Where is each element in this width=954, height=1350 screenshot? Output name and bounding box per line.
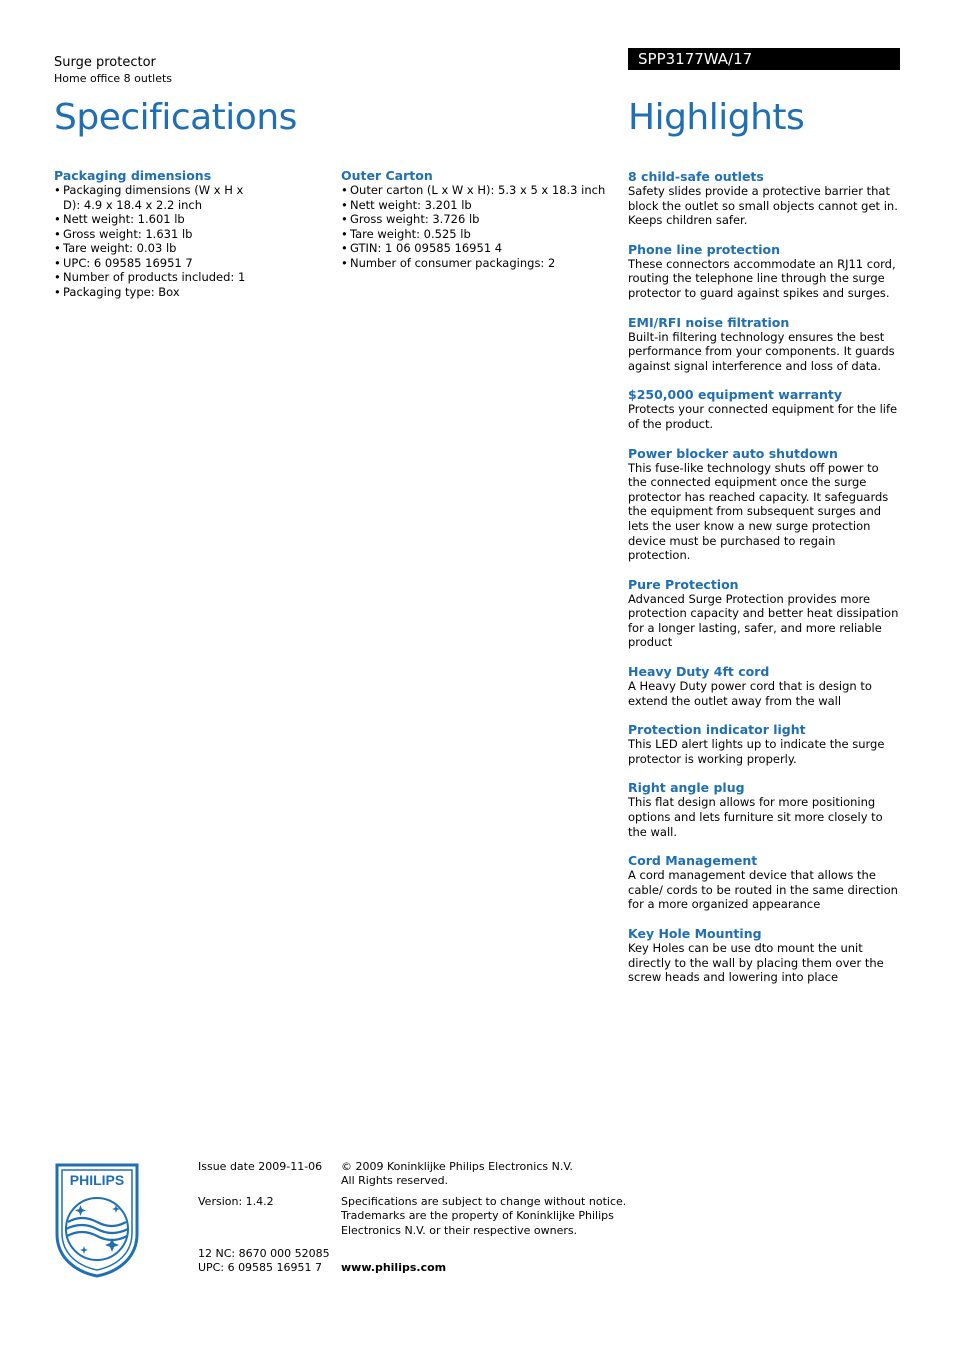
highlight-item — [628, 169, 900, 228]
product-subtitle: Home office 8 outlets — [54, 72, 173, 85]
outer-carton-list — [341, 183, 611, 270]
outer-carton-heading: Outer Carton — [341, 168, 433, 183]
highlight-body: This fuse-like technology shuts off power to the connected equipment once the surge protector has reached capacity. It safeguards the equipment from subsequent surges and lets the user know a new surge protection device must be purchased to regain protection. — [628, 460, 889, 563]
packaging-dimensions-list — [54, 183, 324, 299]
upc-number: UPC: 6 09585 16951 7 — [198, 1261, 323, 1274]
highlight-item — [628, 853, 900, 912]
highlight-item — [628, 242, 900, 301]
highlight-title: Phone line protection — [628, 241, 780, 257]
highlight-item — [628, 722, 900, 766]
outer-carton-section — [341, 168, 611, 270]
highlight-body: A Heavy Duty power cord that is design to extend the outlet away from the wall — [628, 679, 872, 708]
highlight-item — [628, 387, 900, 431]
list-item: • Nett weight: 1.601 lb — [54, 212, 324, 227]
list-item: • UPC: 6 09585 16951 7 — [54, 256, 324, 271]
highlight-body: These connectors accommodate an RJ11 cord, routing the telephone line through the surge protector to guard against spikes and surges. — [628, 256, 896, 300]
list-item: • Gross weight: 3.726 lb — [341, 212, 611, 227]
highlight-item — [628, 577, 900, 650]
highlight-item — [628, 446, 900, 563]
highlight-title: $250,000 equipment warranty — [628, 387, 843, 403]
highlight-body: Safety slides provide a protective barrier that block the outlet so small objects cannot get in. Keeps children safer. — [628, 184, 898, 228]
copyright-line-1: © 2009 Koninklijke Philips Electronics N.V. — [341, 1160, 573, 1173]
highlight-title: Protection indicator light — [628, 722, 806, 738]
highlight-body: This LED alert lights up to indicate the surge protector is working properly. — [628, 737, 885, 766]
highlight-title: EMI/RFI noise filtration — [628, 314, 790, 330]
highlight-title: Cord Management — [628, 853, 758, 869]
list-item: • Gross weight: 1.631 lb — [54, 227, 324, 242]
specifications-title: Specifications — [54, 97, 297, 138]
notice-line-1: Specifications are subject to change without notice. — [341, 1195, 627, 1208]
version: Version: 1.4.2 — [198, 1195, 274, 1208]
highlight-title: Power blocker auto shutdown — [628, 445, 838, 461]
list-item: • Number of consumer packagings: 2 — [341, 256, 611, 271]
philips-shield-logo — [54, 1162, 140, 1279]
highlight-item — [628, 780, 900, 839]
highlight-body: Advanced Surge Protection provides more protection capacity and better heat dissipation for a longer lasting, safer, and more reliable product — [628, 591, 899, 650]
highlight-body: Protects your connected equipment for the life of the product. — [628, 402, 898, 431]
website-link[interactable]: www.philips.com — [341, 1261, 447, 1274]
highlight-title: 8 child-safe outlets — [628, 169, 764, 184]
copyright-line-2: All Rights reserved. — [341, 1174, 449, 1187]
highlight-body: A cord management device that allows the cable/ cords to be routed in the same direction for a more organized appearance — [628, 868, 898, 912]
highlight-body: Key Holes can be use dto mount the unit directly to the wall by placing them over the screw heads and lowering into place — [628, 941, 884, 985]
highlight-title: Key Hole Mounting — [628, 926, 762, 941]
highlight-title: Right angle plug — [628, 780, 745, 796]
issue-date: Issue date 2009-11-06 — [198, 1160, 323, 1173]
packaging-dimensions-heading: Packaging dimensions — [54, 168, 212, 183]
brand-wordmark: PHILIPS — [69, 1172, 125, 1188]
highlights-list — [628, 169, 900, 999]
notice-line-3: Electronics N.V. or their respective owners. — [341, 1224, 578, 1237]
list-item: • Tare weight: 0.03 lb — [54, 241, 324, 256]
list-item: • Number of products included: 1 — [54, 270, 324, 285]
highlight-title: Pure Protection — [628, 576, 739, 592]
notice-line-2: Trademarks are the property of Koninklijke Philips — [341, 1209, 614, 1222]
product-type: Surge protector — [54, 55, 156, 70]
list-item: • Packaging dimensions (W x H x D): 4.9 x 18.4 x 2.2 inch — [54, 183, 253, 212]
highlight-item — [628, 664, 900, 708]
list-item: • Tare weight: 0.525 lb — [341, 227, 611, 242]
packaging-dimensions-section — [54, 168, 324, 299]
highlight-body: This flat design allows for more positioning options and lets furniture sit more closely to the wall. — [628, 795, 883, 839]
list-item: • GTIN: 1 06 09585 16951 4 — [341, 241, 611, 256]
model-number-bar: SPP3177WA/17 — [628, 48, 900, 70]
highlights-title: Highlights — [628, 97, 805, 138]
highlight-item — [628, 926, 900, 985]
nc-number: 12 NC: 8670 000 52085 — [198, 1247, 330, 1260]
highlight-item — [628, 315, 900, 374]
list-item: • Nett weight: 3.201 lb — [341, 198, 611, 213]
highlight-title: Heavy Duty 4ft cord — [628, 664, 770, 680]
list-item: • Packaging type: Box — [54, 285, 324, 300]
list-item: • Outer carton (L x W x H): 5.3 x 5 x 18.3 inch — [341, 183, 611, 198]
highlight-body: Built-in filtering technology ensures the best performance from your components. It guards against signal interference and loss of data. — [628, 329, 895, 373]
